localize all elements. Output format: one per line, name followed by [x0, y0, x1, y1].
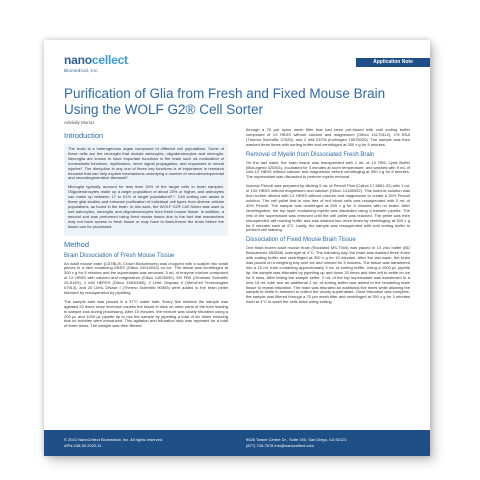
- intro-paragraph-2: Microglia typically account for less than 15% of the target cells in brain samples. Oligodendrocytes make up a larger population of about 20% or higher, and astrocytes can make up between 17 to 61% of target populations³,⁴. Cell sorting can assist in these glial studies and enhance purification of individual cell types from diverse cellular populations, as found in the brain. In this work, the WOLF G2® Cell Sorter was used to sort astrocytes, microglia, and oligodendrocytes from fresh mouse tissue. In addition, a second sort was performed using fixed mouse tissue due to the fact that researchers may not have access to fresh tissue or may have to flash-freeze the brain before the tissue can be processed.: [68, 184, 224, 229]
- application-note-page: [44, 40, 430, 456]
- body-columns: [64, 128, 410, 412]
- subheading-fixed-tissue: Dissociation of Fixed Mouse Brain Tissue: [246, 237, 356, 244]
- right-paragraph-continued: through a 70 µm nylon mesh filter that had been pre-rinsed with cold sorting buffer composed of 1X HBSS without calcium and magnesium (Gibco 14170112), 1% BSA (Thermo Scientific 37525), and 2 mM EDTA (Invitrogen 15575020). The sample was then washed three times with sorting buffer and centrifuged at 300 x g for 5 minutes.: [246, 127, 410, 147]
- logo-nano-text: nano: [64, 53, 92, 67]
- footer-phone-email: (877) 745-7678 info@nanocellect.com: [246, 443, 314, 448]
- logo-dot: .: [127, 59, 130, 66]
- footer-contact: [246, 437, 347, 449]
- myelin-paragraph-2: Isotonic Percoll was prepared by diluting 9 mL of Percoll Plus (Cytiva 17-5891-02) with 1 mL of 10X HBSS without magnesium and calcium (Gibco 14185052). This isotonic solution was then further diluted with 1X HBSS without calcium and magnesium to create a 30% Percoll solution. The cell pellet that is now free of red blood cells was resuspended with 3 mL of 30% Percoll. The sample was centrifuged at 500 x g for 5 minutes with no brake. After centrifugation, the top layer containing myelin was discarded using a transfer pipette. The rest of the supernatant was removed until the cell pellet was reached. The pellet was then resuspended with sorting buffer and was washed two more times by centrifuging at 300 x g for 5 minutes each at 4°C. Lastly, the sample was resuspended with cold sorting buffer to perform cell staining.: [246, 183, 410, 233]
- footer-copyright-line: © 2022 NanoCellect Biomedical, Inc. All rights reserved.: [64, 437, 164, 442]
- page-title: Purification of Glia from Fresh and Fixed Mouse Brain Using the WOLF G2® Cell Sorter: [64, 86, 386, 117]
- method-subheading-fresh: Brain Dissociation of Fresh Mouse Tissue: [64, 252, 175, 259]
- author-name: Adelaily Munoz: [64, 120, 95, 125]
- subheading-myelin-removal: Removal of Myelin from Dissociated Fresh Brain: [246, 151, 375, 158]
- left-column: [64, 128, 228, 333]
- method-paragraph-2: The sample tube was placed in a 37°C water bath. Every five minutes the sample was agitated 20 times since inversion causes the tissue to stick on other parts of the tube leading to sample loss during processing. After 15 minutes, the mixture was slowly triturated using a 200 µL and 1000 µL pipette tip to mix the sample by pipetting a total of six times ensuring that no bubbles were introduced. This agitation and trituration step was repeated for a total of three times. The sample was then filtered: [64, 298, 228, 329]
- logo-cellect-text: cellect: [91, 53, 128, 67]
- right-column: [246, 128, 410, 309]
- method-paragraph-1: An adult mouse brain (C57BL/6, Crown Biosciences) was chopped with a scalpel into small pieces in a dish containing EBSS (Gibco 24010043) on ice. The tissue was centrifuged at 300 x g for 5 minutes and the supernatant was removed. 5 mL of enzyme mixture composed of 1X HBSS with calcium and magnesium (Gibco 14025092), 5% FBS (Genesee Scientific 25-514H), 1 mM HEPES (Gibco 15630080), 2 U/mL Dispase II (StemCell Technologies 07913), and 20 U/mL DNase I (Thermo Scientific 90083) were added to the brain pellet followed by resuspension by pipetting.: [64, 260, 228, 295]
- footer-copyright: [64, 437, 163, 449]
- page-footer: [44, 430, 430, 456]
- application-note-badge: Application Note: [356, 58, 430, 67]
- nanocellect-logo: [64, 52, 130, 74]
- footer-doc-id: APN-035-00 2022-11: [64, 443, 102, 448]
- method-heading: Method: [64, 239, 90, 249]
- intro-heading: Introduction: [64, 131, 104, 140]
- intro-box: [64, 144, 228, 236]
- logo-subtitle: Biomedical, Inc.: [64, 68, 99, 73]
- footer-address: 9525 Towne Centre Dr., Suite 150, San Diego, CA 92121: [246, 437, 347, 442]
- myelin-paragraph-1: On the last wash, the brain tissue was resuspended with 1 mL of 1X RBC Lysis Buffer (BioLegend 420301), incubated for 3 minutes at room temperature, and washed with 9 mL of cold 1X HBSS without calcium and magnesium before centrifuging at 300 x g for 5 minutes. The supernatant was discarded to perform myelin removal.: [246, 159, 410, 180]
- fixed-tissue-paragraph: One flash-frozen adult mouse brain (Rockland MS-T004) was placed in 1X zinc buffer (BD Biosciences 552658) overnight at 4°C. The following day, the brain was washed three times with sorting buffer and centrifuged at 300 x g for 10 minutes. After the last wash, the brain was placed on a weighing tray over ice and minced for 3 minutes. The tissue was transferred into a 15 mL tube containing approximately 3 mL of sorting buffer. Using a 1000 µL pipette tip, the sample was triturated by pipetting up and down 20 times and then left to settle on ice for 5 mins. After letting the sample settle, 2 mL of the top supernatant was transferred to a new 15 mL tube and an additional 2 mL of sorting buffer was added to the remaining brain tissue to repeat trituration. The brain was triturated an additional five times while allowing the sample to settle in between to collect the cloudy supernatant. Once trituration was complete, the sample was filtered through a 70 µm mesh filter and centrifuged at 250 x g for 3 minutes each at 4°C to wash the cells twice using sorting: [246, 245, 411, 305]
- intro-paragraph-1: The brain is a heterogenous organ composed of different cell populations. Some of these cells are the neuroglia that include astrocytes, oligodendrocytes and microglia. Neuroglia are known to have important functions in the brain such as modulation of homeostatic functions, myelination, nerve signal propagation, and responses to neural injuries¹. The disruption in any one of these key functions is of importance in research because that can help explain mechanisms underlying a number of neurodevelopmental and neurodegenerative diseases².: [68, 146, 224, 181]
